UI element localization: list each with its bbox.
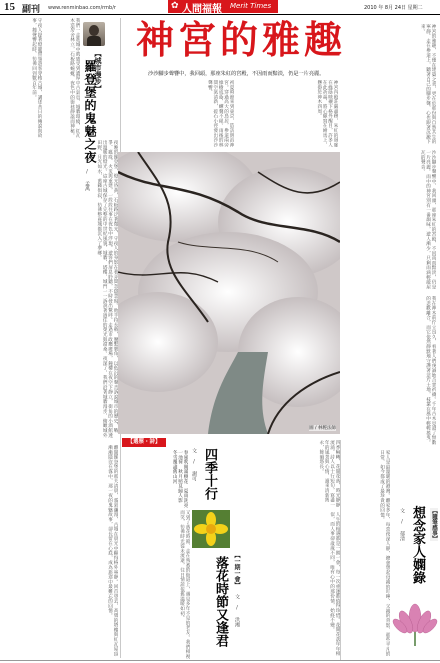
column-love-author: 文 / 郁清 [399, 508, 405, 541]
body-text-block: 初夏時節來到東京，造訪明治神宮。穿過高大的鳥居，參道兩旁綠樹成蔭，蟬聲不絕。雨後的林間空氣清新，碎石小徑發出沙沙聲響。 [207, 80, 234, 148]
yellow-flower-photo [192, 510, 230, 548]
body-text-block: 神宮內殿莊嚴肅穆，朱紅的迴廊在綠蔭映襯下格外醒目，許多人在此祈福，將心願寫在繪馬上，懸掛於神木四周。 [316, 80, 338, 148]
logo-sub: Merit Times [230, 2, 272, 10]
body-text-block: 又到了落花時節，走在熟悉的街道上，遇見多年不見的老友。我們相視而笑，彷彿時光從未流逝，往日情誼依舊溫暖如初。 [179, 510, 190, 659]
masthead [0, 0, 440, 15]
feature-subtitle: 沙沙腳步聲響中，我回頭，那座朱紅的宮殿，不因雨而黯淡，仍是一片亮麗。 [148, 71, 325, 77]
body-text-block: 人生的相遇都是一期一會，每一次重逢都值得珍惜。花開花落年年相似，而人事卻歲歲不同，唯有心中的那份情，始終不變。 [329, 512, 340, 656]
body-text-block: 守夜人提著燈籠帶領遊客穿梭古城，講述昔日的傳說與故事，鐘聲響起時，彷彿回到數百年前。 [31, 18, 42, 138]
cherry-blossom-photo [118, 152, 340, 434]
body-text-block: 夜晚的羅登堡，燈光昏黃，石板路泛著微光，守夜人的身影在巷弄間忽隱忽現。他手持長戟，腰繫號角，以低沉的聲音訴說城市的歷史，戰爭、瘟疫、火災與重建，一段段往事在夜色中浮現。遊客們屏息聆聽，不時發出驚呼。走過市政廳廣場，鐘樓在夜空下靜立，街角的小酒館透出溫暖的燈光。這座古城保存了完整的中世紀風貌，城牆、塔樓、城門一一訴說著過往的榮光與滄桑。夜深了，我們沿著城牆漫步，俯瞰城外田野，月光如水，萬籟俱寂，彷彿整座城都沉入了夢鄉。 [96, 140, 118, 438]
issue-date: 2010 年 8月 24日 星期二 [364, 5, 423, 11]
column-love-title: 想念家人嫻錄 [410, 506, 425, 584]
page-number: 15 [4, 1, 15, 13]
body-text-block: 我們一走進城中就感受到濃厚中古氣息，城牆環繞，紅瓦木造房舍林立，石板路蜿蜒，夜色中的街巷靜謐而神秘。 [69, 18, 80, 138]
feature-title: 神宮的雅趣 [136, 18, 347, 62]
column-city-tag: 【城市漫步】 [94, 50, 102, 92]
poetry-title: 四季十行 [202, 448, 217, 500]
poetry-author: 文 / 謝可 [191, 448, 197, 481]
pink-lotus-photo [392, 596, 438, 648]
column-daily-author: 文 / 洪湘 [234, 594, 240, 627]
column-city-author: 文 / 孟禹 [84, 158, 90, 191]
website-url: www.renminbao.com/rmb/r [48, 5, 116, 11]
poem-text: 春風吹開滿樹花 夏雨洗亮一池荷 秋月照見歸人影 冬雪覆盡舊山河 [172, 450, 188, 508]
flower-logo-icon: ✿ [171, 1, 179, 11]
photo-caption: 圖 / 林輕法師 [309, 426, 336, 431]
body-text-block: 神宮的雅趣，不僅在建築之美，更在於那份與自然共生的寧靜。走在參道上，聽著自己的腳步聲，心也跟著沉澱下來。 [420, 24, 436, 144]
poetry-tag: 【選票・詩】 [122, 438, 166, 447]
author-photo [83, 22, 105, 46]
column-daily-title: 落花時節又逢君 [213, 556, 228, 647]
body-text-block: 家人是最溫暖的港灣。離家多年，每當夜深人靜，總會想起母親的叮嚀、父親的背影，那些平凡的日常，如今都成了最珍貴的回憶。 [379, 450, 390, 657]
logo-text: 人間福報 [182, 4, 222, 15]
section-name: 副刊 [22, 5, 41, 15]
body-text-block: 沙沙腳步聲響中，我回頭，那座朱紅的宮殿，不因雨而黯淡，仍是一片亮麗。雨中的神宮別有一番韻味，遊人漸少，只剩雨滴輕敲屋瓦的聲音。 [420, 150, 436, 290]
logo [168, 0, 278, 13]
column-love-tag: 【隨筆感事】 [431, 508, 437, 541]
column-daily-tag: 【一期一會】 [233, 552, 240, 588]
body-text-block: 四季輪轉，花開花落，時光靜靜流淌。詩人以十行短句，寫盡一年的風景與心情，讀來清新雋永，餘韻悠長。 [318, 440, 340, 508]
column-city-title: 羅登堡的鬼魅之夜 [83, 60, 97, 164]
body-text-block: 我在神木前佇立良久，看著人們虔誠地合掌祈禱。千年古木見證了無數的悲歡離合，而它依然靜默地守護著這片土地，枝葉在風中輕輕搖曳。 [425, 296, 436, 445]
body-text-block: 離開羅登堡的那天清晨，霧氣瀰漫，古城在晨光中顯得格外寧靜。回首望去，高聳的塔樓與紅瓦屋頂漸漸隱沒在霧中，那一夜的鬼魅故事，卻長留在心底，成為旅途中最難忘的回憶。 [107, 445, 118, 657]
